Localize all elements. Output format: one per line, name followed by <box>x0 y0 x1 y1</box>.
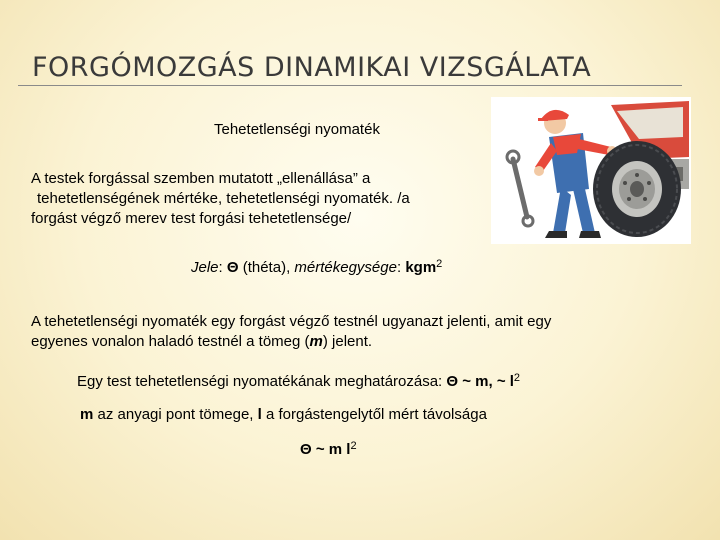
mechanic-tire-icon <box>491 97 691 244</box>
proportionality-expression: Θ ~ m, ~ l <box>446 373 514 390</box>
intro-line-3: forgást végző merev test forgási tehetetlensége/ <box>31 210 352 227</box>
mass-symbol: m <box>309 333 323 350</box>
proportionality-exponent: 2 <box>513 372 521 384</box>
determination-formula <box>77 373 520 390</box>
final-formula-expression: Θ ~ m l <box>300 441 351 458</box>
analogy-line-2 <box>31 332 551 352</box>
variable-explanation <box>80 406 487 423</box>
notation-colon-2: : <box>396 259 406 276</box>
unit-exponent: 2 <box>436 258 443 270</box>
notation-line <box>191 259 442 276</box>
unit-label: mértékegysége <box>294 259 397 276</box>
analogy-line-2-end: ) jelent. <box>322 333 373 350</box>
intro-line-1: A testek forgással szemben mutatott „ellenállása” a <box>31 170 371 187</box>
determination-text: Egy test tehetetlenségi nyomatékának meghatározása: <box>77 373 447 390</box>
theta-symbol: Θ <box>226 259 239 276</box>
final-formula <box>300 441 357 458</box>
mass-analogy-paragraph <box>31 312 551 352</box>
final-formula-exponent: 2 <box>350 440 357 452</box>
title-divider <box>18 85 682 86</box>
var-l-desc: a forgástengelytől mért távolsága <box>261 406 487 423</box>
unit-value: kgm <box>405 259 437 276</box>
var-m: m <box>80 406 94 423</box>
mechanic-illustration <box>491 97 691 244</box>
section-subtitle: Tehetetlenségi nyomaték <box>214 121 380 138</box>
analogy-line-1: A tehetetlenségi nyomaték egy forgást végző testnél ugyanazt jelenti, amit egy <box>31 313 552 330</box>
var-m-desc: az anyagi pont tömege, <box>93 406 258 423</box>
var-l: l <box>257 406 262 423</box>
analogy-line-2-start: egyenes vonalon haladó testnél a tömeg ( <box>31 333 310 350</box>
slide-title: FORGÓMOZGÁS DINAMIKAI VIZSGÁLATA <box>32 52 592 83</box>
notation-colon-1: : <box>218 259 227 276</box>
theta-name: (théta), <box>238 259 295 276</box>
jele-label: Jele <box>191 259 219 276</box>
intro-paragraph <box>31 169 410 229</box>
intro-line-2: tehetetlenségének mértéke, tehetetlenségi nyomaték. /a <box>37 190 410 207</box>
